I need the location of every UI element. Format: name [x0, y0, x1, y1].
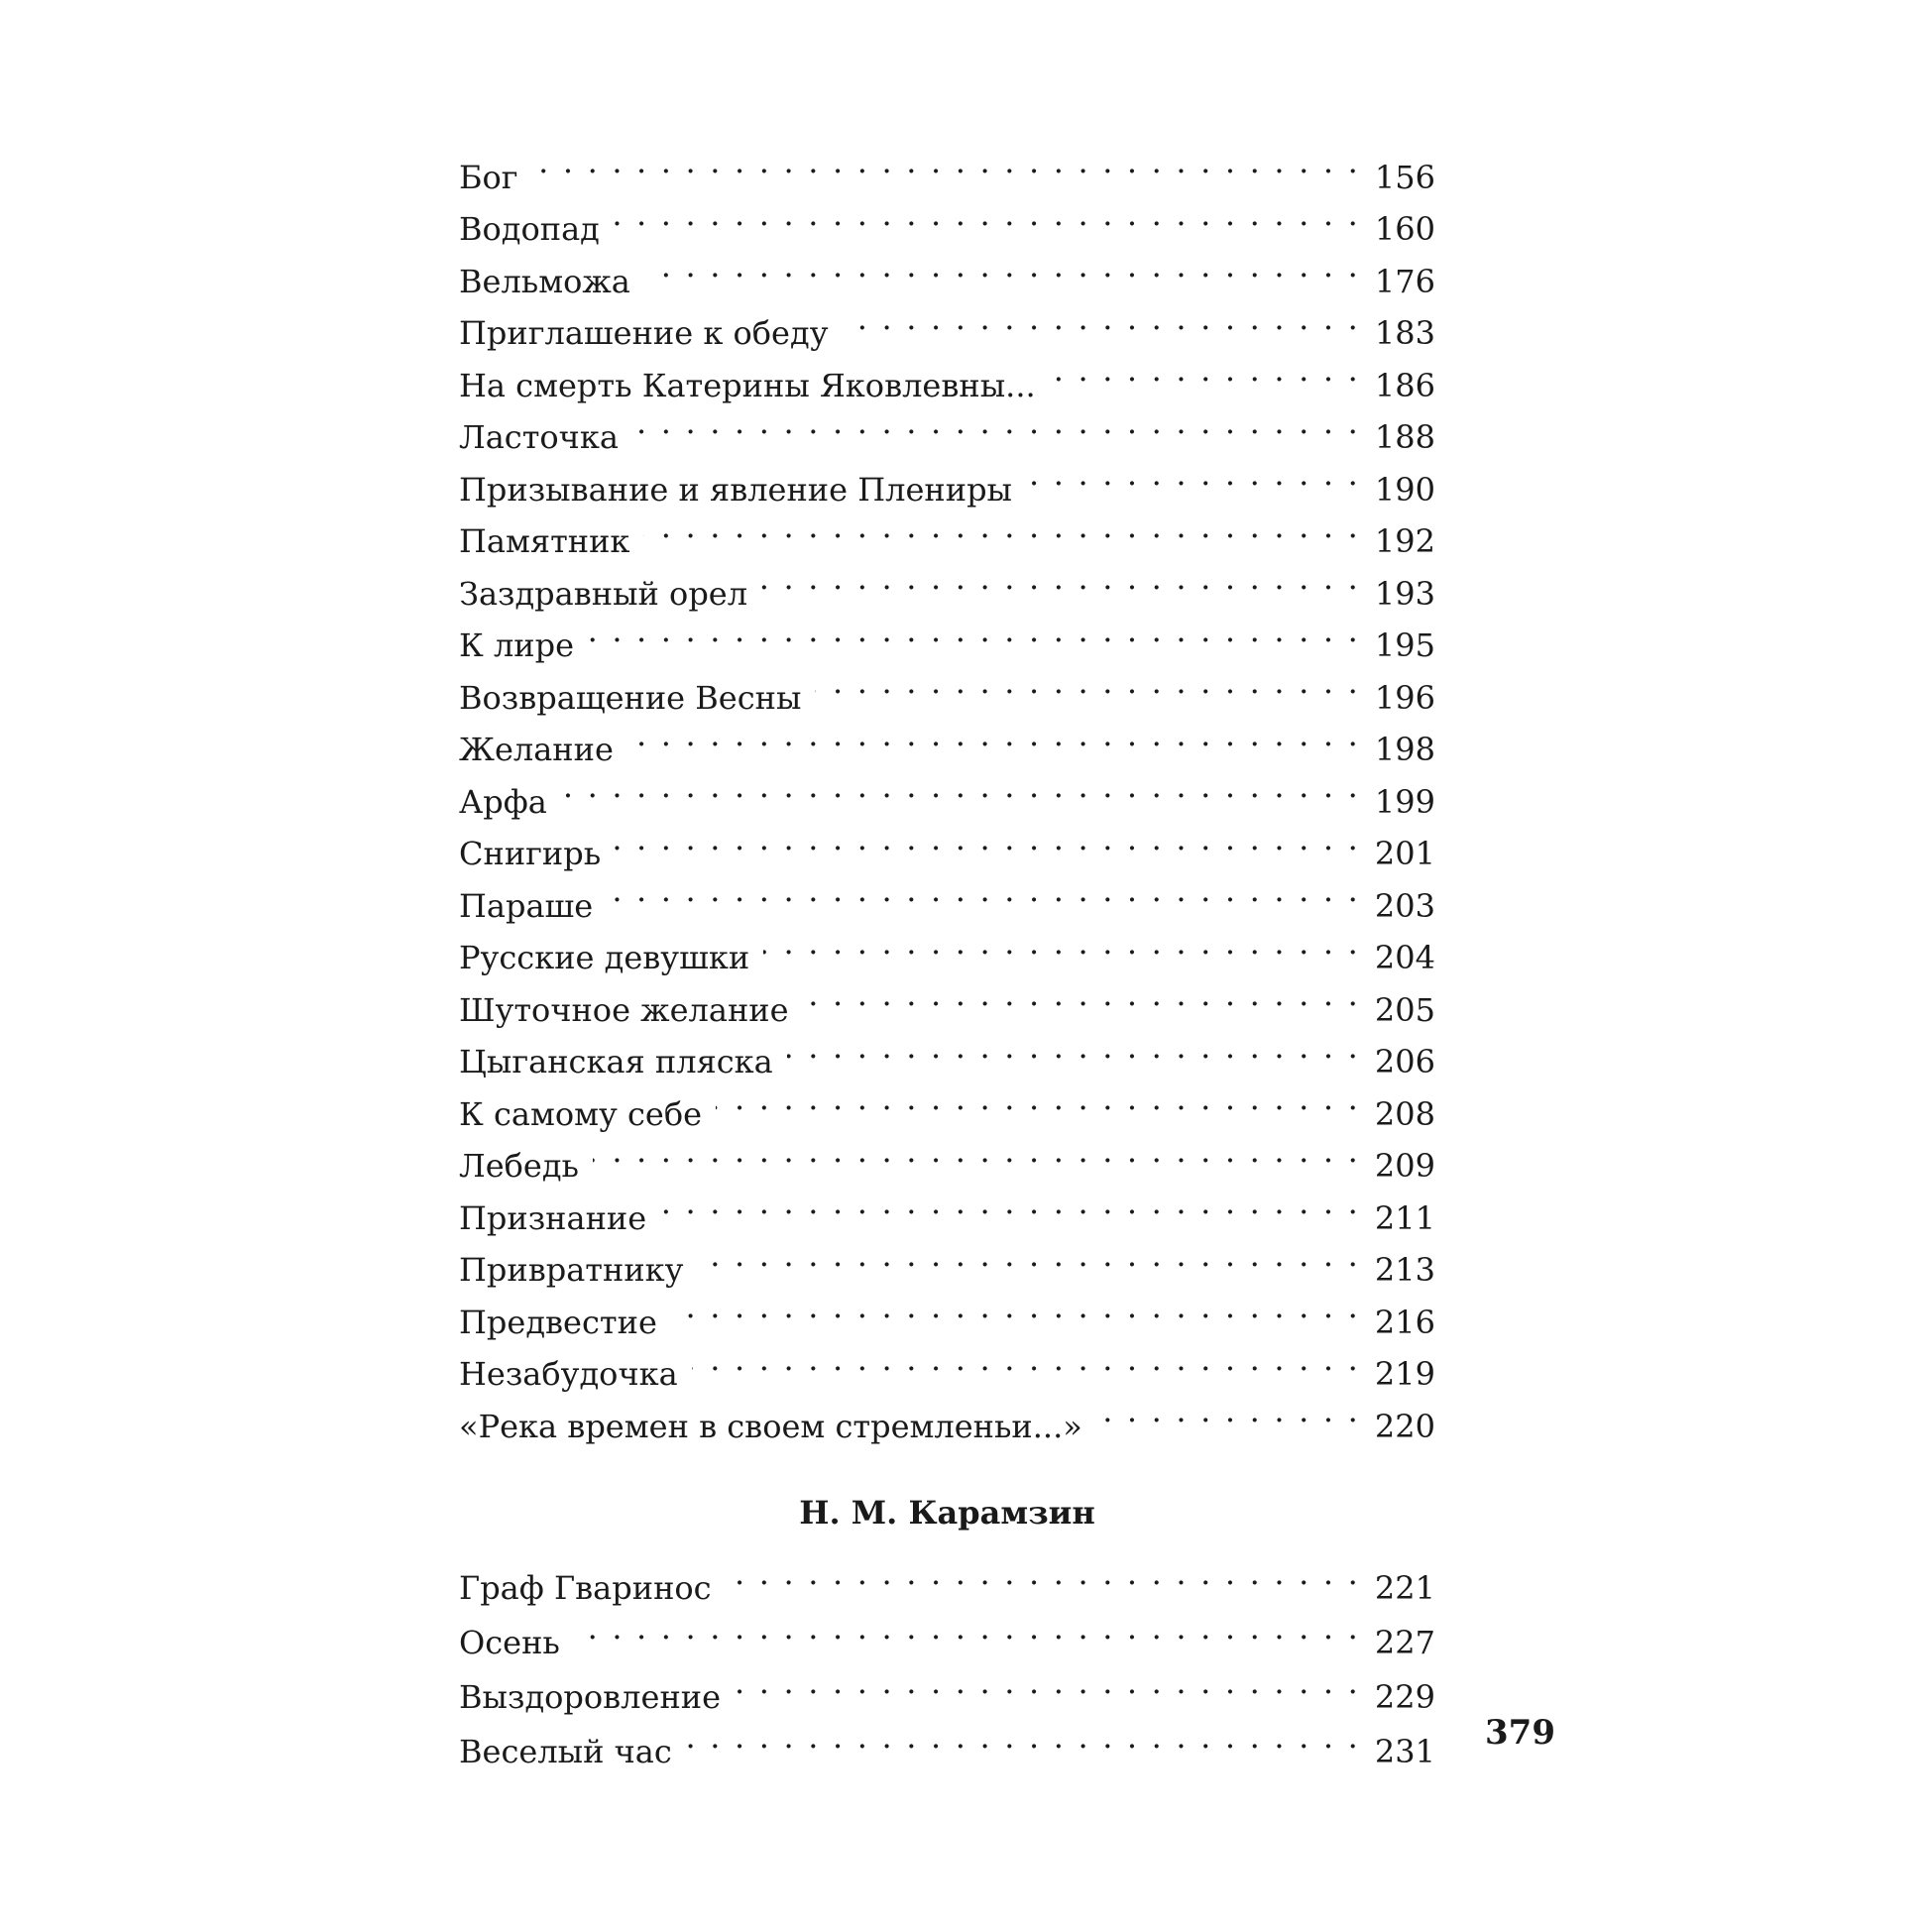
toc-entry: [459, 188, 1435, 248]
toc-entry-page: 160: [1374, 210, 1435, 248]
toc-entry-page: 198: [1374, 731, 1435, 768]
dot-leader: [643, 501, 1360, 553]
toc-entry-page: 211: [1374, 1198, 1435, 1237]
dot-leader: [607, 864, 1360, 917]
toc-entry-page: 221: [1374, 1568, 1435, 1607]
toc-entry: [459, 1125, 1435, 1185]
toc-entry-title: Призывание и явление Плениры: [459, 470, 1013, 509]
toc-entry: [459, 656, 1435, 717]
dot-leader: [660, 1177, 1360, 1229]
table-of-contents: [459, 136, 1435, 1445]
dot-leader: [627, 709, 1360, 761]
dot-leader: [1050, 344, 1360, 397]
toc-entry-title: Предвестие: [459, 1303, 657, 1341]
toc-entry-page: 156: [1374, 158, 1435, 196]
toc-entry: [459, 1601, 1435, 1661]
toc-entry-page: 192: [1374, 522, 1435, 560]
toc-entry: [459, 1546, 1435, 1607]
toc-entry-title: Незабудочка: [459, 1355, 678, 1393]
dot-leader: [671, 1281, 1360, 1333]
toc-entry-title: Лебедь: [459, 1147, 579, 1185]
toc-entry-title: Цыганская пляска: [459, 1043, 773, 1080]
toc-entry-page: 203: [1374, 886, 1435, 925]
toc-entry-title: Заздравный орел: [459, 574, 748, 613]
toc-entry-title: Вельможа: [459, 262, 630, 300]
dot-leader: [815, 656, 1360, 709]
toc-entry-page: 201: [1374, 835, 1435, 872]
dot-leader: [588, 605, 1360, 657]
dot-leader: [561, 760, 1360, 813]
toc-entry-page: 193: [1374, 574, 1435, 613]
toc-entry: [459, 813, 1435, 872]
toc-entry-page: 231: [1374, 1732, 1435, 1770]
toc-entry-title: Веселый час: [459, 1732, 672, 1770]
toc-entry-page: 219: [1374, 1355, 1435, 1393]
toc-entry: [459, 605, 1435, 664]
toc-entry-page: 216: [1374, 1303, 1435, 1341]
dot-leader: [686, 1710, 1360, 1762]
toc-entry-page: 199: [1374, 782, 1435, 821]
dot-leader: [726, 1546, 1360, 1599]
dot-leader: [803, 968, 1360, 1021]
toc-entry-title: Параше: [459, 886, 594, 925]
toc-entry: [459, 136, 1435, 196]
toc-entry-title: Шуточное желание: [459, 990, 789, 1029]
toc-entry-title: Бог: [459, 158, 518, 196]
toc-entry-page: 196: [1374, 678, 1435, 717]
toc-entry-page: 229: [1374, 1677, 1435, 1716]
toc-entry-page: 208: [1374, 1094, 1435, 1133]
dot-leader: [763, 917, 1360, 969]
dot-leader: [761, 552, 1360, 605]
toc-entry-page: 186: [1374, 366, 1435, 404]
toc-entry-title: Приглашение к обеду: [459, 314, 829, 352]
toc-entry-title: К самому себе: [459, 1094, 703, 1133]
toc-entry-page: 220: [1374, 1407, 1435, 1445]
dot-leader: [697, 1229, 1360, 1282]
dot-leader: [615, 813, 1360, 865]
page-number: 379: [1485, 1713, 1555, 1753]
toc-entry-title: Осень: [459, 1623, 560, 1661]
toc-entry-title: Привратнику: [459, 1251, 684, 1289]
toc-entry-title: К лире: [459, 626, 575, 664]
toc-entry-page: 183: [1374, 314, 1435, 352]
dot-leader: [532, 136, 1360, 188]
section-heading: Н. М. Карамзин: [799, 1494, 1095, 1532]
toc-entry-title: «Река времен в своем стремленьи...»: [459, 1407, 1082, 1445]
dot-leader: [692, 1333, 1360, 1386]
toc-entry-title: На смерть Катерины Яковлевны...: [459, 366, 1036, 404]
toc-entry-page: 227: [1374, 1623, 1435, 1661]
toc-entry-title: Снигирь: [459, 835, 602, 872]
dot-leader: [1096, 1385, 1360, 1437]
toc-entry: [459, 760, 1435, 821]
table-of-contents-karamzin: [459, 1546, 1435, 1770]
toc-entry-page: 188: [1374, 418, 1435, 456]
dot-leader: [632, 397, 1360, 449]
dot-leader: [787, 1021, 1360, 1074]
toc-entry-page: 176: [1374, 262, 1435, 300]
dot-leader: [574, 1601, 1360, 1653]
toc-entry-title: Арфа: [459, 782, 547, 821]
toc-entry-title: Русские девушки: [459, 939, 750, 976]
dot-leader: [593, 1125, 1360, 1178]
toc-entry-page: 195: [1374, 626, 1435, 664]
toc-entry-page: 206: [1374, 1043, 1435, 1080]
toc-entry-title: Желание: [459, 731, 614, 768]
dot-leader: [644, 240, 1360, 292]
dot-leader: [735, 1655, 1360, 1708]
toc-entry-title: Ласточка: [459, 418, 619, 456]
toc-entry-page: 204: [1374, 939, 1435, 976]
toc-entry-title: Граф Гваринос: [459, 1568, 712, 1607]
toc-entry-page: 190: [1374, 470, 1435, 509]
dot-leader: [843, 292, 1360, 345]
toc-entry-title: Признание: [459, 1198, 647, 1237]
toc-entry-page: 213: [1374, 1251, 1435, 1289]
toc-entry: [459, 1655, 1435, 1716]
toc-entry-title: Водопад: [459, 210, 600, 248]
toc-entry-title: Памятник: [459, 522, 630, 560]
toc-entry: [459, 1177, 1435, 1237]
dot-leader: [614, 188, 1360, 241]
toc-entry-page: 209: [1374, 1147, 1435, 1185]
dot-leader: [1026, 448, 1360, 501]
dot-leader: [716, 1073, 1360, 1125]
toc-entry-page: 205: [1374, 990, 1435, 1029]
toc-entry-title: Возвращение Весны: [459, 678, 802, 717]
toc-entry-title: Выздоровление: [459, 1677, 722, 1716]
